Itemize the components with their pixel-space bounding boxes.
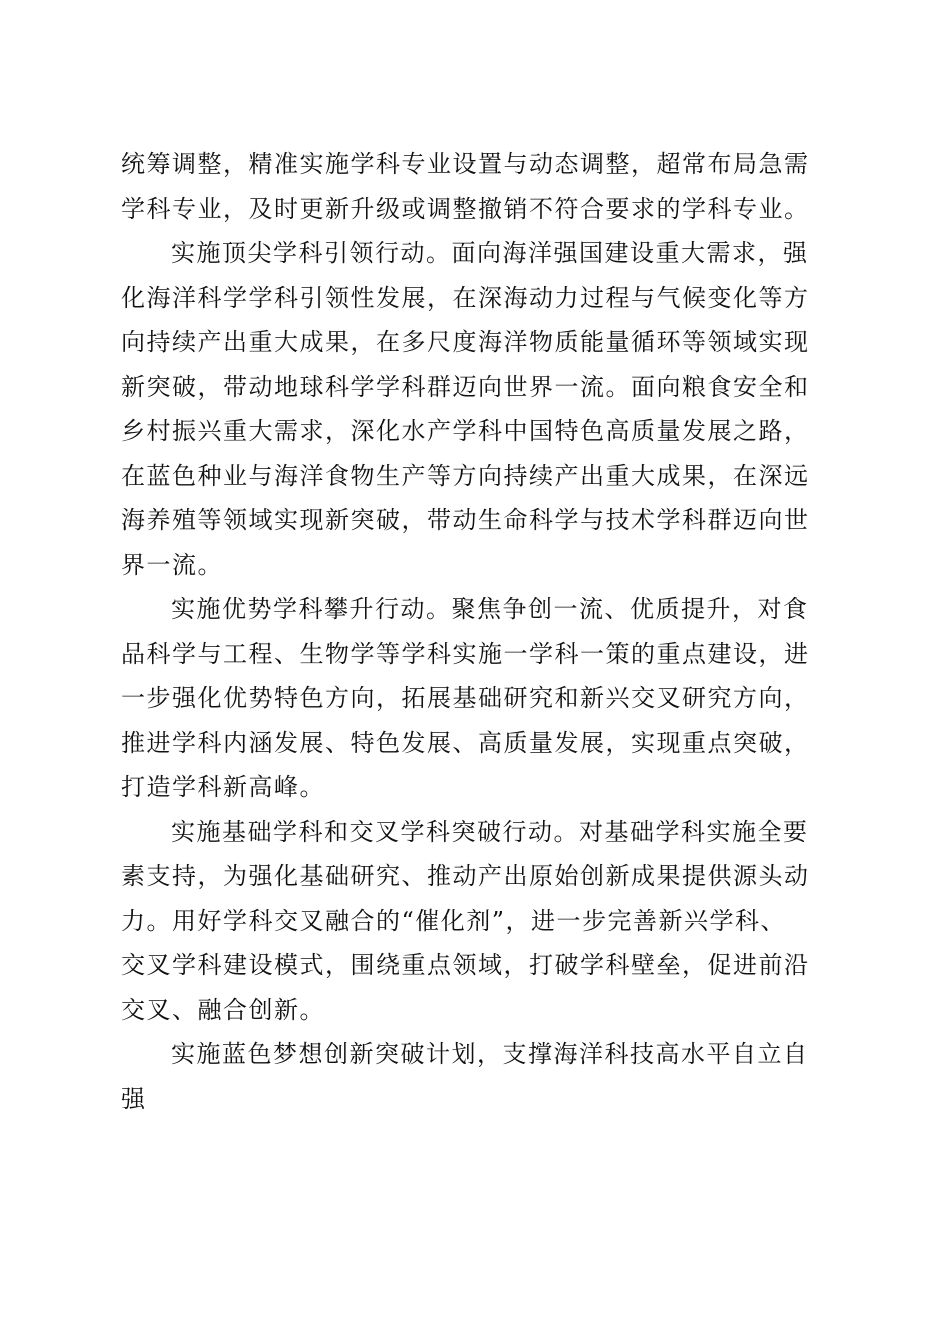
text-line: 推进学科内涵发展、特色发展、高质量发展，实现重点突破， <box>121 728 810 757</box>
text-line: 学科专业，及时更新升级或调整撤销不符合要求的学科专业。 <box>121 194 810 223</box>
text-line: 强 <box>121 1084 147 1113</box>
text-line: 力。用好学科交叉融合的“催化剂”，进一步完善新兴学科、 <box>121 906 787 935</box>
text-line: 品科学与工程、生物学等学科实施一学科一策的重点建设，进 <box>121 639 810 668</box>
paragraph-start-line: 实施顶尖学科引领行动。面向海洋强国建设重大需求，强 <box>171 239 809 267</box>
body-text <box>121 142 831 1121</box>
text-line: 交叉、融合创新。 <box>121 995 325 1024</box>
text-line: 向持续产出重大成果，在多尺度海洋物质能量循环等领域实现 <box>121 328 810 356</box>
text-line: 打造学科新高峰。 <box>121 773 325 801</box>
text-line: 一步强化优势特色方向，拓展基础研究和新兴交叉研究方向， <box>121 684 810 712</box>
text-line: 乡村振兴重大需求，深化水产学科中国特色高质量发展之路， <box>121 417 810 445</box>
text-line: 在蓝色种业与海洋食物生产等方向持续产出重大成果，在深远 <box>121 461 810 490</box>
text-line: 统筹调整，精准实施学科专业设置与动态调整，超常布局急需 <box>121 150 810 178</box>
text-line: 交叉学科建设模式，围绕重点领域，打破学科壁垒，促进前沿 <box>121 951 810 979</box>
text-line: 海养殖等领域实现新突破，带动生命科学与技术学科群迈向世 <box>121 506 810 534</box>
paragraph-start-line: 实施优势学科攀升行动。聚焦争创一流、优质提升，对食 <box>171 595 809 623</box>
paragraph-start-line: 实施基础学科和交叉学科突破行动。对基础学科实施全要 <box>171 817 809 846</box>
paragraph-start-line: 实施蓝色梦想创新突破计划，支撑海洋科技高水平自立自 <box>171 1040 809 1068</box>
text-line: 素支持，为强化基础研究、推动产出原始创新成果提供源头动 <box>121 862 810 890</box>
text-line: 新突破，带动地球科学学科群迈向世界一流。面向粮食安全和 <box>121 372 810 401</box>
text-line: 化海洋科学学科引领性发展，在深海动力过程与气候变化等方 <box>121 283 810 312</box>
text-line: 界一流。 <box>121 550 223 579</box>
